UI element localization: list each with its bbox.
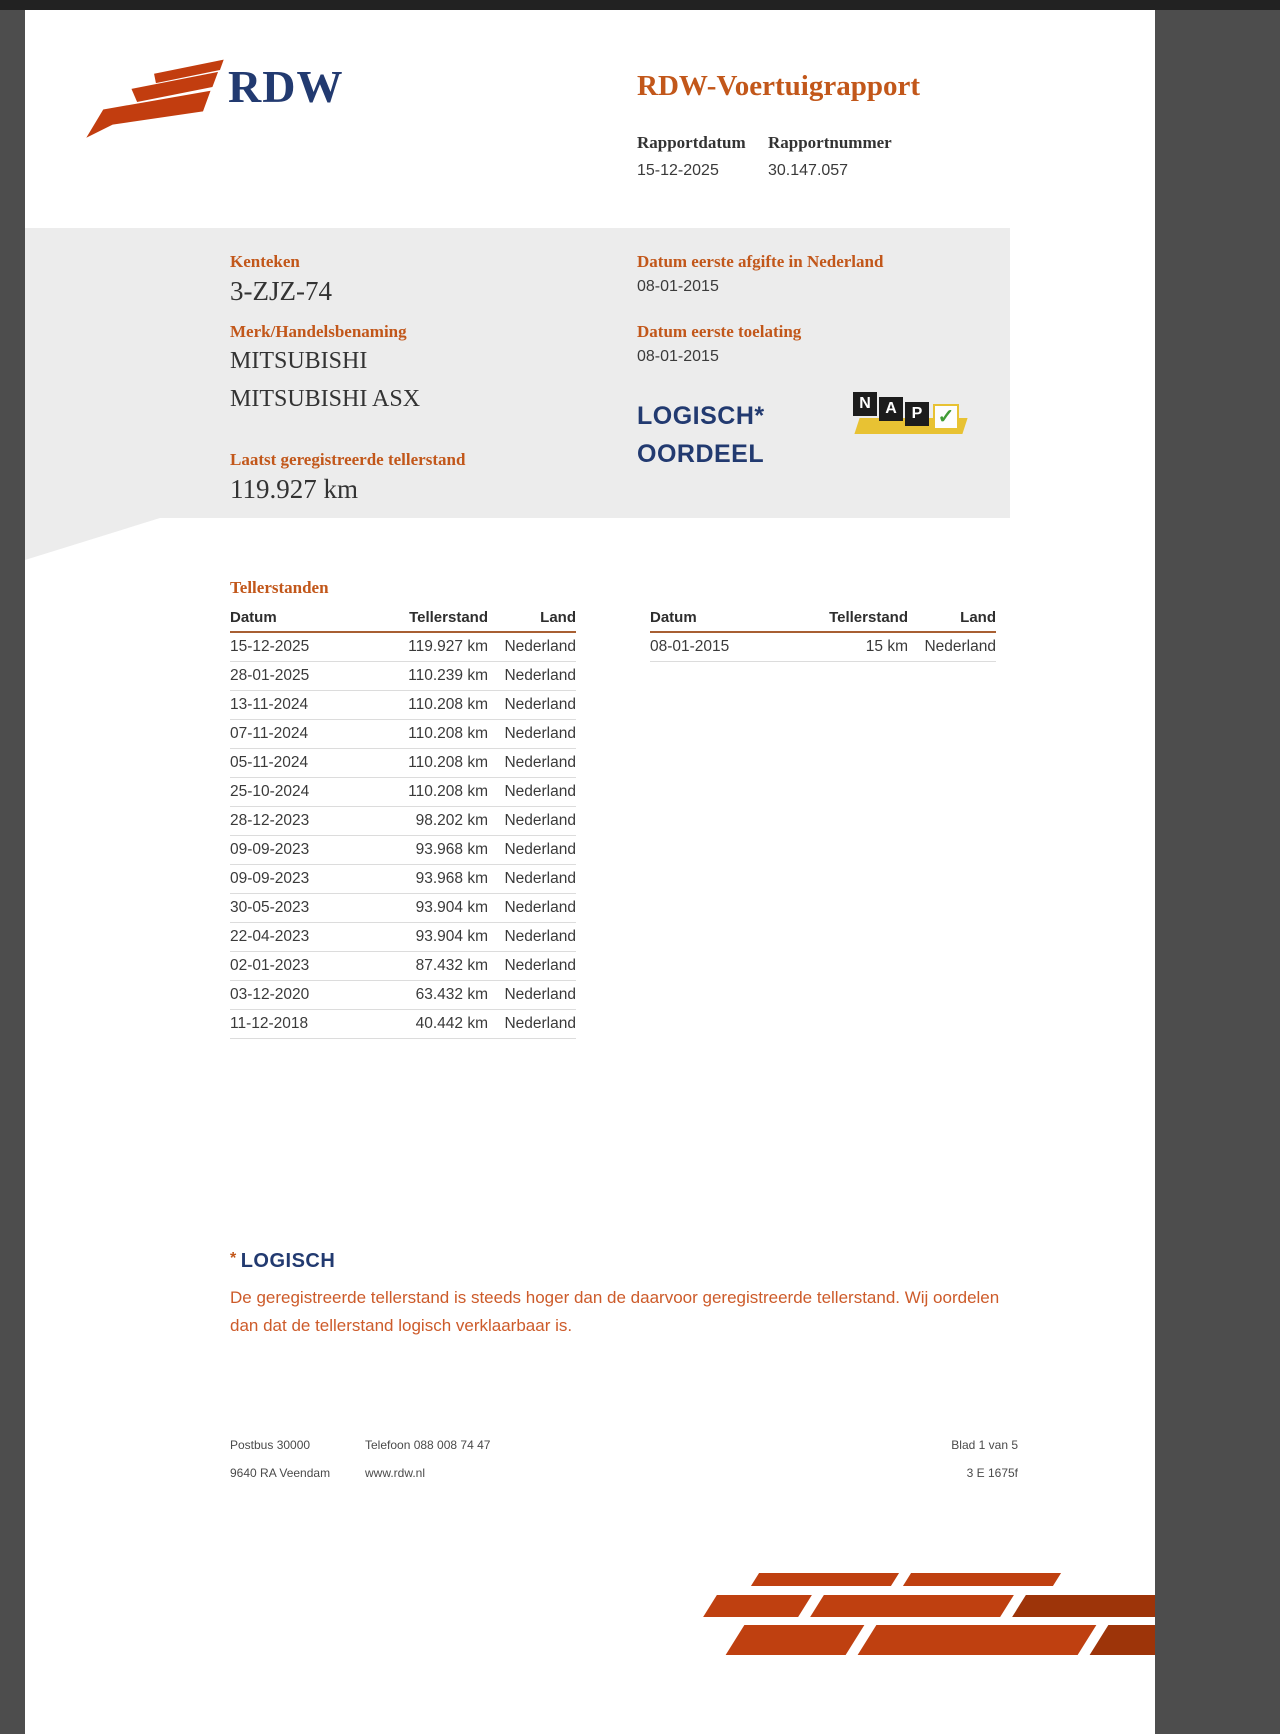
page-title: RDW-Voertuigrapport	[637, 70, 920, 102]
swoosh-segment	[703, 1595, 812, 1617]
table-cell: 09-09-2023	[230, 835, 370, 864]
table-cell: Nederland	[488, 748, 576, 777]
table-row	[230, 922, 576, 951]
rdw-logo-text: RDW	[228, 61, 344, 112]
table-row	[230, 835, 576, 864]
footer-website: www.rdw.nl	[365, 1466, 426, 1480]
table-cell: 110.208 km	[370, 777, 488, 806]
table-cell: Nederland	[488, 893, 576, 922]
afgifte-label: Datum eerste afgifte in Nederland	[637, 252, 884, 271]
rdw-footer-swoosh-icon	[685, 1555, 1155, 1685]
report-number-value: 30.147.057	[768, 162, 849, 179]
footer-address-line1: Postbus 30000	[230, 1438, 311, 1452]
table-cell: Nederland	[488, 835, 576, 864]
table-cell: 28-12-2023	[230, 806, 370, 835]
oordeel-line2: OORDEEL	[637, 440, 765, 468]
kenteken-label: Kenteken	[230, 252, 300, 271]
table-row	[230, 1009, 576, 1038]
table-cell: 25-10-2024	[230, 777, 370, 806]
merk-value: MITSUBISHI	[230, 348, 368, 374]
tellerstanden-heading: Tellerstanden	[230, 578, 329, 597]
table-cell: 93.904 km	[370, 922, 488, 951]
table-cell: 28-01-2025	[230, 661, 370, 690]
table-row	[230, 864, 576, 893]
table-cell: 02-01-2023	[230, 951, 370, 980]
table-cell: 03-12-2020	[230, 980, 370, 1009]
table-row	[230, 980, 576, 1009]
table-cell: 110.208 km	[370, 690, 488, 719]
verdict-asterisk: *	[230, 1250, 237, 1267]
tellerstand-label: Laatst geregistreerde tellerstand	[230, 450, 466, 469]
verdict-title: LOGISCH	[240, 1250, 336, 1272]
swoosh-segment	[858, 1625, 1097, 1655]
table-cell: Nederland	[488, 719, 576, 748]
table-cell: 110.208 km	[370, 719, 488, 748]
table-cell: Nederland	[488, 777, 576, 806]
table-header-row	[650, 606, 996, 632]
table-cell: 05-11-2024	[230, 748, 370, 777]
table-cell: Nederland	[488, 980, 576, 1009]
column-header-datum: Datum	[230, 606, 370, 632]
model-value: MITSUBISHI ASX	[230, 386, 421, 412]
nap-letter-n: N	[853, 392, 877, 416]
table-cell: 09-09-2023	[230, 864, 370, 893]
verdict-heading	[230, 1250, 335, 1273]
column-header-tellerstand: Tellerstand	[790, 606, 908, 632]
tellerstanden-table-left	[230, 606, 576, 1039]
table-cell: 93.968 km	[370, 835, 488, 864]
rdw-swoosh-icon	[75, 52, 235, 152]
table-header-row	[230, 606, 576, 632]
tellerstand-value: 119.927 km	[230, 474, 358, 504]
table-cell: 15-12-2025	[230, 632, 370, 661]
table-cell: Nederland	[488, 690, 576, 719]
afgifte-value: 08-01-2015	[637, 278, 719, 295]
table-cell: 98.202 km	[370, 806, 488, 835]
toelating-label: Datum eerste toelating	[637, 322, 802, 341]
table-cell: 30-05-2023	[230, 893, 370, 922]
table-row	[230, 951, 576, 980]
column-header-tellerstand: Tellerstand	[370, 606, 488, 632]
viewer-top-band	[0, 0, 1280, 10]
nap-letter-a: A	[879, 397, 903, 421]
column-header-datum: Datum	[650, 606, 790, 632]
table-cell: 07-11-2024	[230, 719, 370, 748]
swoosh-segment	[751, 1573, 899, 1586]
table-row	[230, 632, 576, 661]
swoosh-segment	[726, 1625, 865, 1655]
table-cell: Nederland	[488, 661, 576, 690]
table-cell: 13-11-2024	[230, 690, 370, 719]
table-cell: 110.208 km	[370, 748, 488, 777]
table-cell: Nederland	[488, 1009, 576, 1038]
footer-form-code: 3 E 1675f	[966, 1466, 1018, 1480]
swoosh-segment	[1090, 1625, 1155, 1655]
table-header	[650, 606, 996, 632]
swoosh-segment	[1012, 1595, 1155, 1617]
table-cell: 22-04-2023	[230, 922, 370, 951]
report-page	[25, 10, 1155, 1734]
table-cell: 11-12-2018	[230, 1009, 370, 1038]
kenteken-value: 3-ZJZ-74	[230, 276, 332, 306]
table-cell: 08-01-2015	[650, 632, 790, 661]
table-cell: 15 km	[790, 632, 908, 661]
report-number-label: Rapportnummer	[768, 133, 892, 152]
table-cell: 63.432 km	[370, 980, 488, 1009]
table-row	[230, 719, 576, 748]
table-cell: Nederland	[488, 951, 576, 980]
table-header	[230, 606, 576, 632]
oordeel-line1: LOGISCH*	[637, 402, 765, 430]
table-cell: 119.927 km	[370, 632, 488, 661]
table-cell: 93.968 km	[370, 864, 488, 893]
table-cell: 110.239 km	[370, 661, 488, 690]
footer-address-line2: 9640 RA Veendam	[230, 1466, 331, 1480]
swoosh-segment	[810, 1595, 1014, 1617]
table-cell: Nederland	[488, 922, 576, 951]
table-row	[230, 777, 576, 806]
table-row	[230, 690, 576, 719]
table-cell: 40.442 km	[370, 1009, 488, 1038]
verdict-text: De geregistreerde tellerstand is steeds hoger dan de daarvoor geregistreerde tellerstand. Wij oordelen dan dat de tellerstand logisch verklaarbaar is.	[230, 1288, 1000, 1335]
column-header-land: Land	[908, 606, 996, 632]
table-cell: Nederland	[488, 864, 576, 893]
footer-page-number: Blad 1 van 5	[951, 1438, 1018, 1452]
report-date-value: 15-12-2025	[637, 162, 719, 179]
table-body	[230, 632, 576, 1038]
toelating-value: 08-01-2015	[637, 348, 719, 365]
swoosh-segment	[903, 1573, 1061, 1586]
report-date-label: Rapportdatum	[637, 133, 746, 152]
table-cell: 87.432 km	[370, 951, 488, 980]
table-row	[650, 632, 996, 661]
rdw-logo-icon	[75, 52, 235, 152]
nap-letter-p: P	[905, 402, 929, 426]
column-header-land: Land	[488, 606, 576, 632]
merk-label: Merk/Handelsbenaming	[230, 322, 407, 341]
table-cell: Nederland	[488, 632, 576, 661]
table-row	[230, 661, 576, 690]
footer-phone: Telefoon 088 008 74 47	[365, 1438, 491, 1452]
table-row	[230, 806, 576, 835]
table-cell: Nederland	[488, 806, 576, 835]
table-body	[650, 632, 996, 661]
tellerstanden-table-right	[650, 606, 996, 662]
table-cell: Nederland	[908, 632, 996, 661]
nap-checkmark-icon: ✓	[933, 404, 959, 430]
table-row	[230, 893, 576, 922]
table-row	[230, 748, 576, 777]
nap-logo	[853, 392, 978, 444]
table-cell: 93.904 km	[370, 893, 488, 922]
